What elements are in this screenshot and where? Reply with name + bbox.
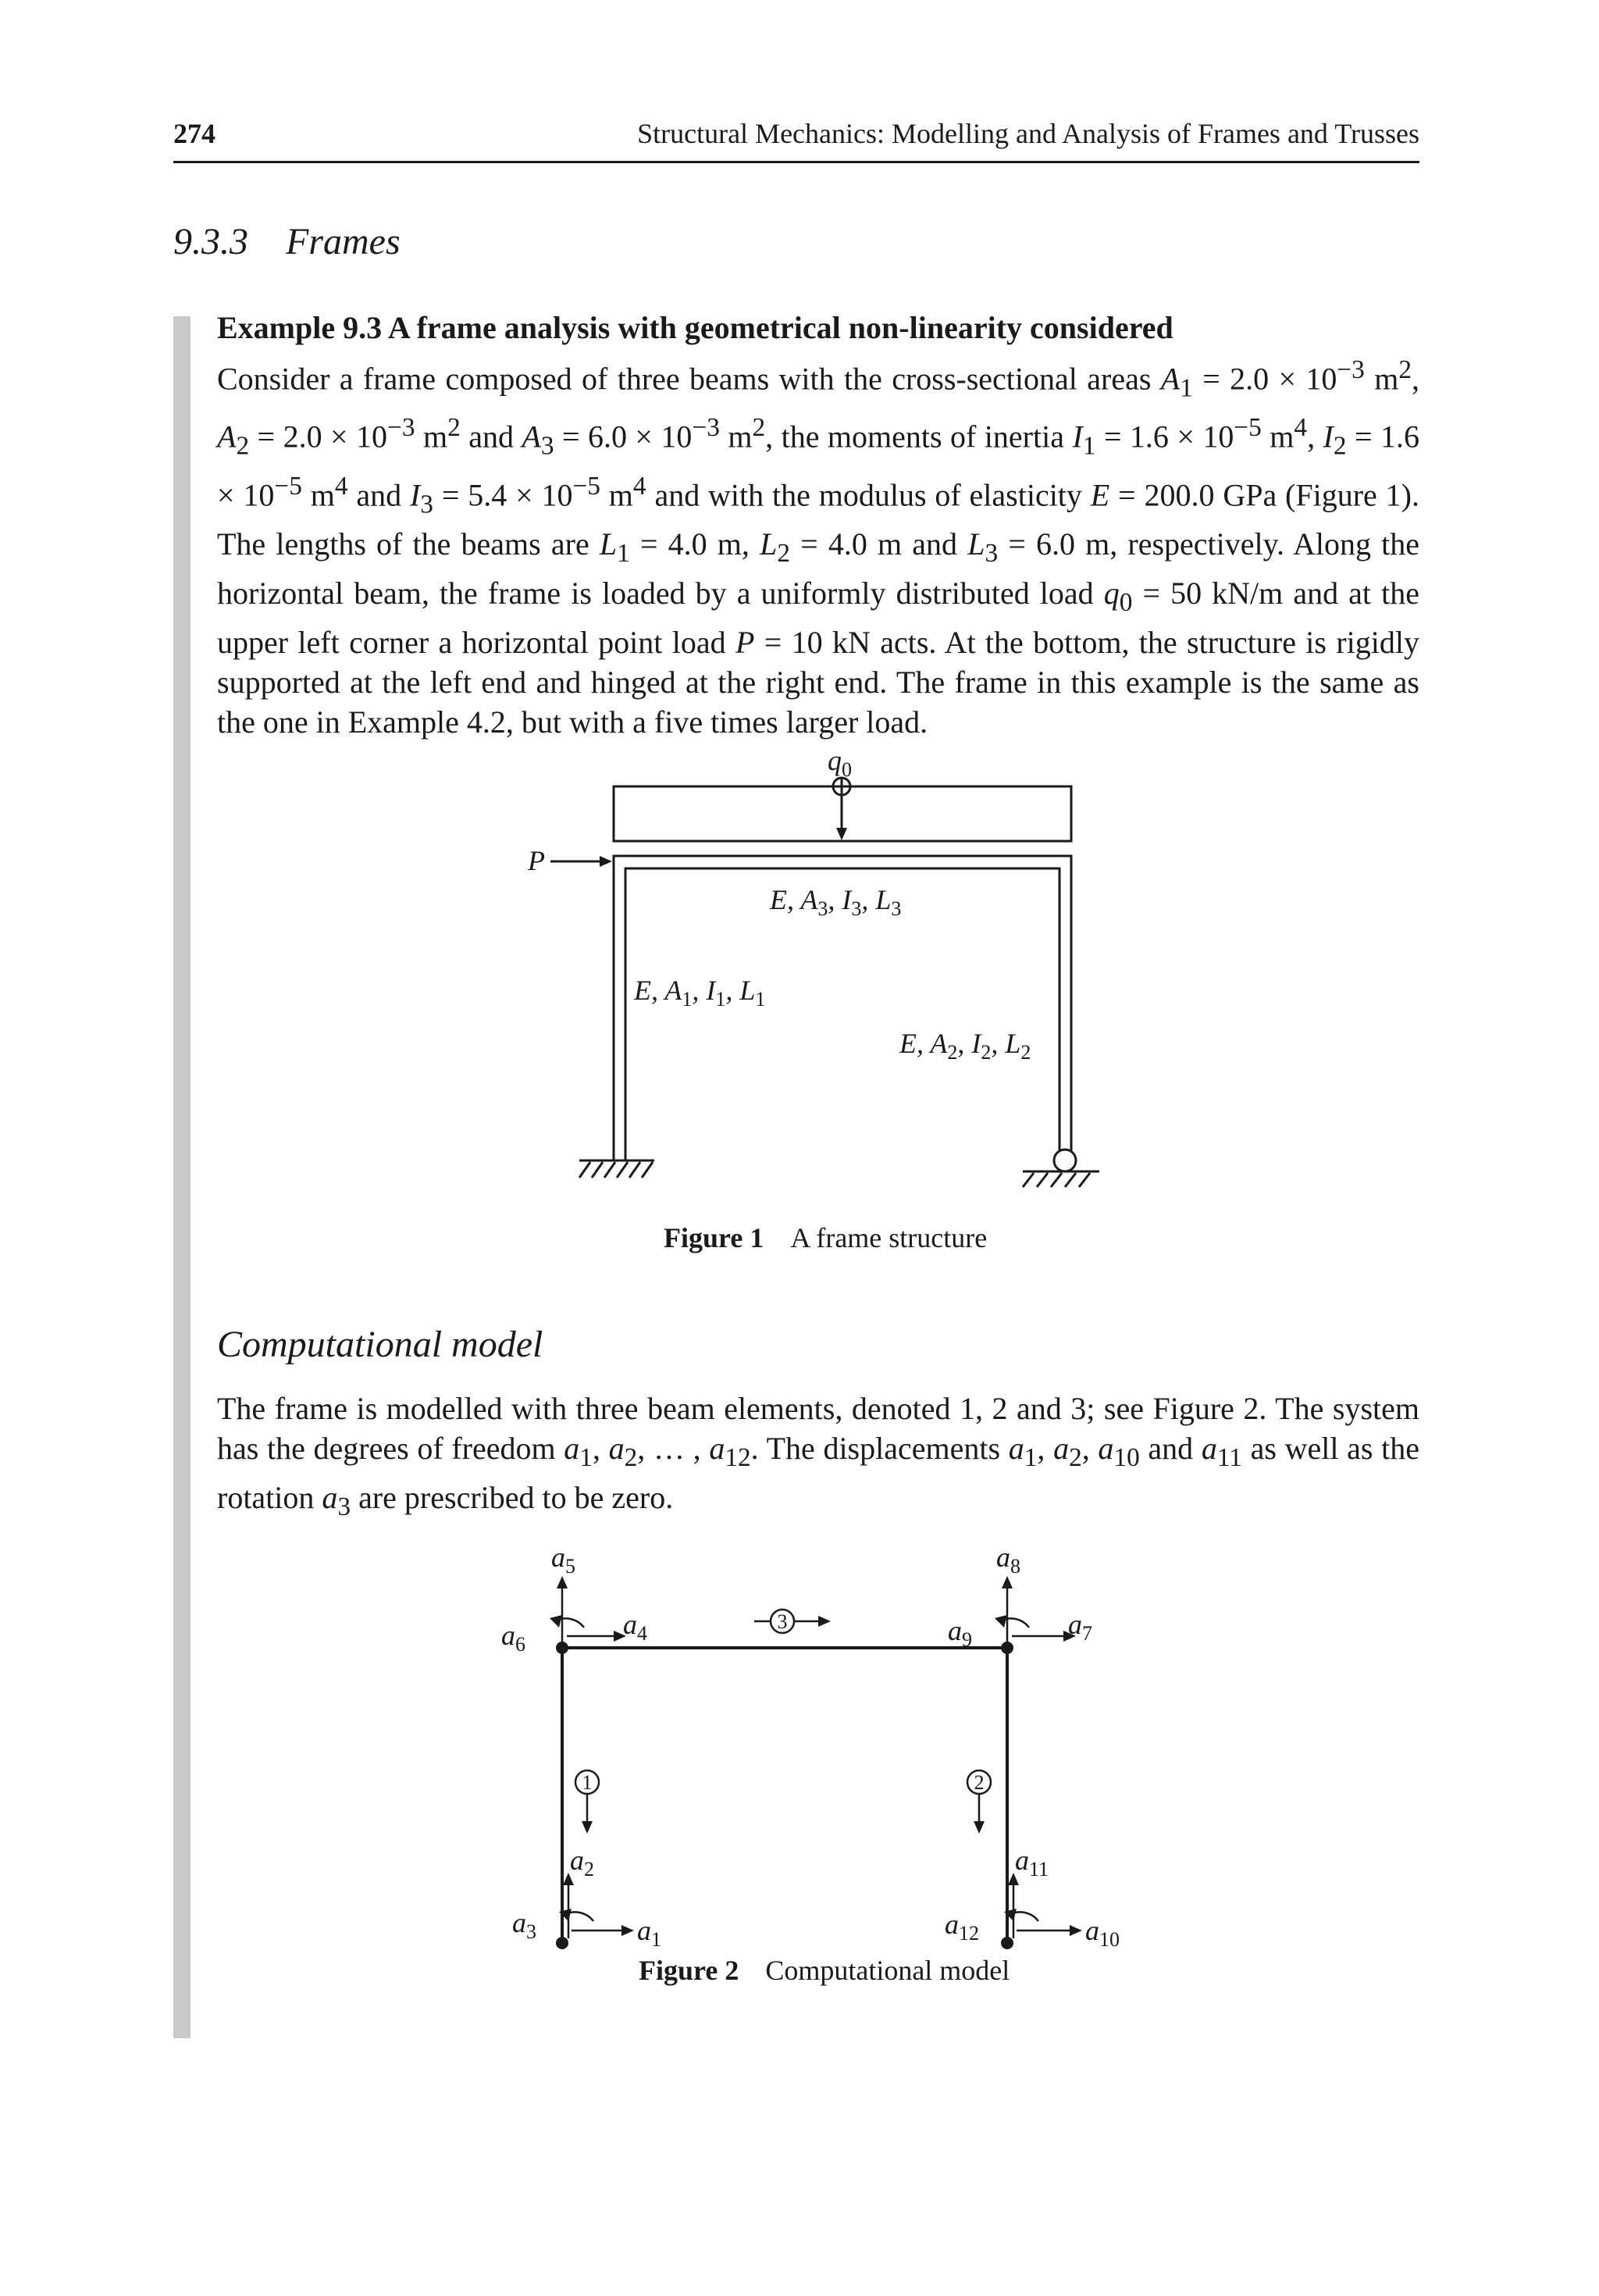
figure-1-caption-label: Figure 1	[664, 1222, 764, 1253]
computational-model-heading: Computational model	[217, 1324, 543, 1365]
dof-label-a4: $a_4$	[623, 1609, 647, 1645]
load-label-q0: $q_0$	[828, 745, 852, 781]
dof-label-a10: $a_{10}$	[1085, 1915, 1120, 1951]
dof-label-a9: $a_9$	[948, 1615, 972, 1651]
section-number: 9.3.3	[173, 221, 248, 262]
element-2-number: 2	[974, 1771, 985, 1794]
dof-label-a1: $a_1$	[637, 1915, 661, 1951]
example-title: Example 9.3 A frame analysis with geometrical non-linearity considered	[217, 310, 1173, 345]
hinge-support-hatching	[1023, 1173, 1090, 1187]
dof-label-a7: $a_7$	[1068, 1609, 1092, 1645]
dof-label-a5: $a_5$	[551, 1542, 575, 1578]
dof-label-a11: $a_{11}$	[1015, 1845, 1049, 1881]
dof-label-a8: $a_8$	[996, 1542, 1020, 1578]
computational-model-body: The frame is modelled with three beam elements, denoted 1, 2 and 3; see Figure 2. The system has the degrees of freedom $a_1$, $a_2$, … , $a_{12}$. The displacements $a_1$, $a_2$, $a_{10}$ and $a_{11}$ as well as the rotation $a_3$ are prescribed to be zero.	[217, 1391, 1420, 1521]
node-bottom-right	[1001, 1937, 1013, 1949]
figure-2-caption-label: Figure 2	[639, 1955, 739, 1986]
figure-1-caption-text: A frame structure	[790, 1222, 988, 1253]
beam-1-label: E, $A_1$, $I_1$, $L_1$	[634, 975, 766, 1011]
node-bottom-left	[556, 1937, 568, 1949]
dof-label-a2: $a_2$	[570, 1845, 594, 1881]
fixed-support-hatching	[579, 1162, 653, 1178]
point-load-label: P	[528, 845, 545, 876]
node-top-left	[556, 1642, 568, 1654]
element-1-number: 1	[582, 1771, 593, 1794]
hinge-support	[1054, 1150, 1076, 1171]
dof-label-a3: $a_3$	[512, 1907, 536, 1943]
beam-2-label: E, $A_2$, $I_2$, $L_2$	[899, 1028, 1031, 1064]
dof-label-a6: $a_6$	[501, 1620, 525, 1656]
running-title: Structural Mechanics: Modelling and Analysis of Frames and Trusses	[637, 118, 1419, 149]
frame-elements	[562, 1648, 1007, 1943]
section-title: Frames	[286, 221, 401, 262]
figure-2-caption-text: Computational model	[765, 1955, 1010, 1986]
node-top-right	[1001, 1642, 1013, 1654]
dof-label-a12: $a_{12}$	[945, 1909, 979, 1945]
page-number: 274	[173, 118, 215, 149]
element-3-number: 3	[777, 1610, 788, 1633]
figure-2-caption	[639, 1954, 1010, 1987]
figure-1-caption	[664, 1221, 987, 1254]
example-body: Consider a frame composed of three beams with the cross-sectional areas $A_1 = 2.0 \times 10^{-3}$ $m^2$, $A_2 = 2.0 \times 10^{-3}$ $m^2$ and $A_3 = 6.0 \times 10^{-3}$ $m^2$, the moments of inertia $I_1 = 1.6 \times 10^{-5}$ $m^4$, $I_2 = 1.6 \times 10^{-5}$ $m^4$ and $I_3 = 5.4 \times 10^{-5}$ $m^4$ and with the modulus of elasticity E = 200.0 GPa (Figure 1). The lengths of the beams are $L_1 = 4.0$ m, $L_2 = 4.0$ m and $L_3 = 6.0$ m, respectively. Along the horizontal beam, the frame is loaded by a uniformly distributed load $q_0 = 50$ kN/m and at the upper left corner a horizontal point load P = 10 kN acts. At the bottom, the structure is rigidly supported at the left end and hinged at the right end. The frame in this example is the same as the one in Example 4.2, but with a five times larger load.	[217, 355, 1420, 740]
beam-3-label: E, $A_3$, $I_3$, $L_3$	[770, 884, 902, 920]
